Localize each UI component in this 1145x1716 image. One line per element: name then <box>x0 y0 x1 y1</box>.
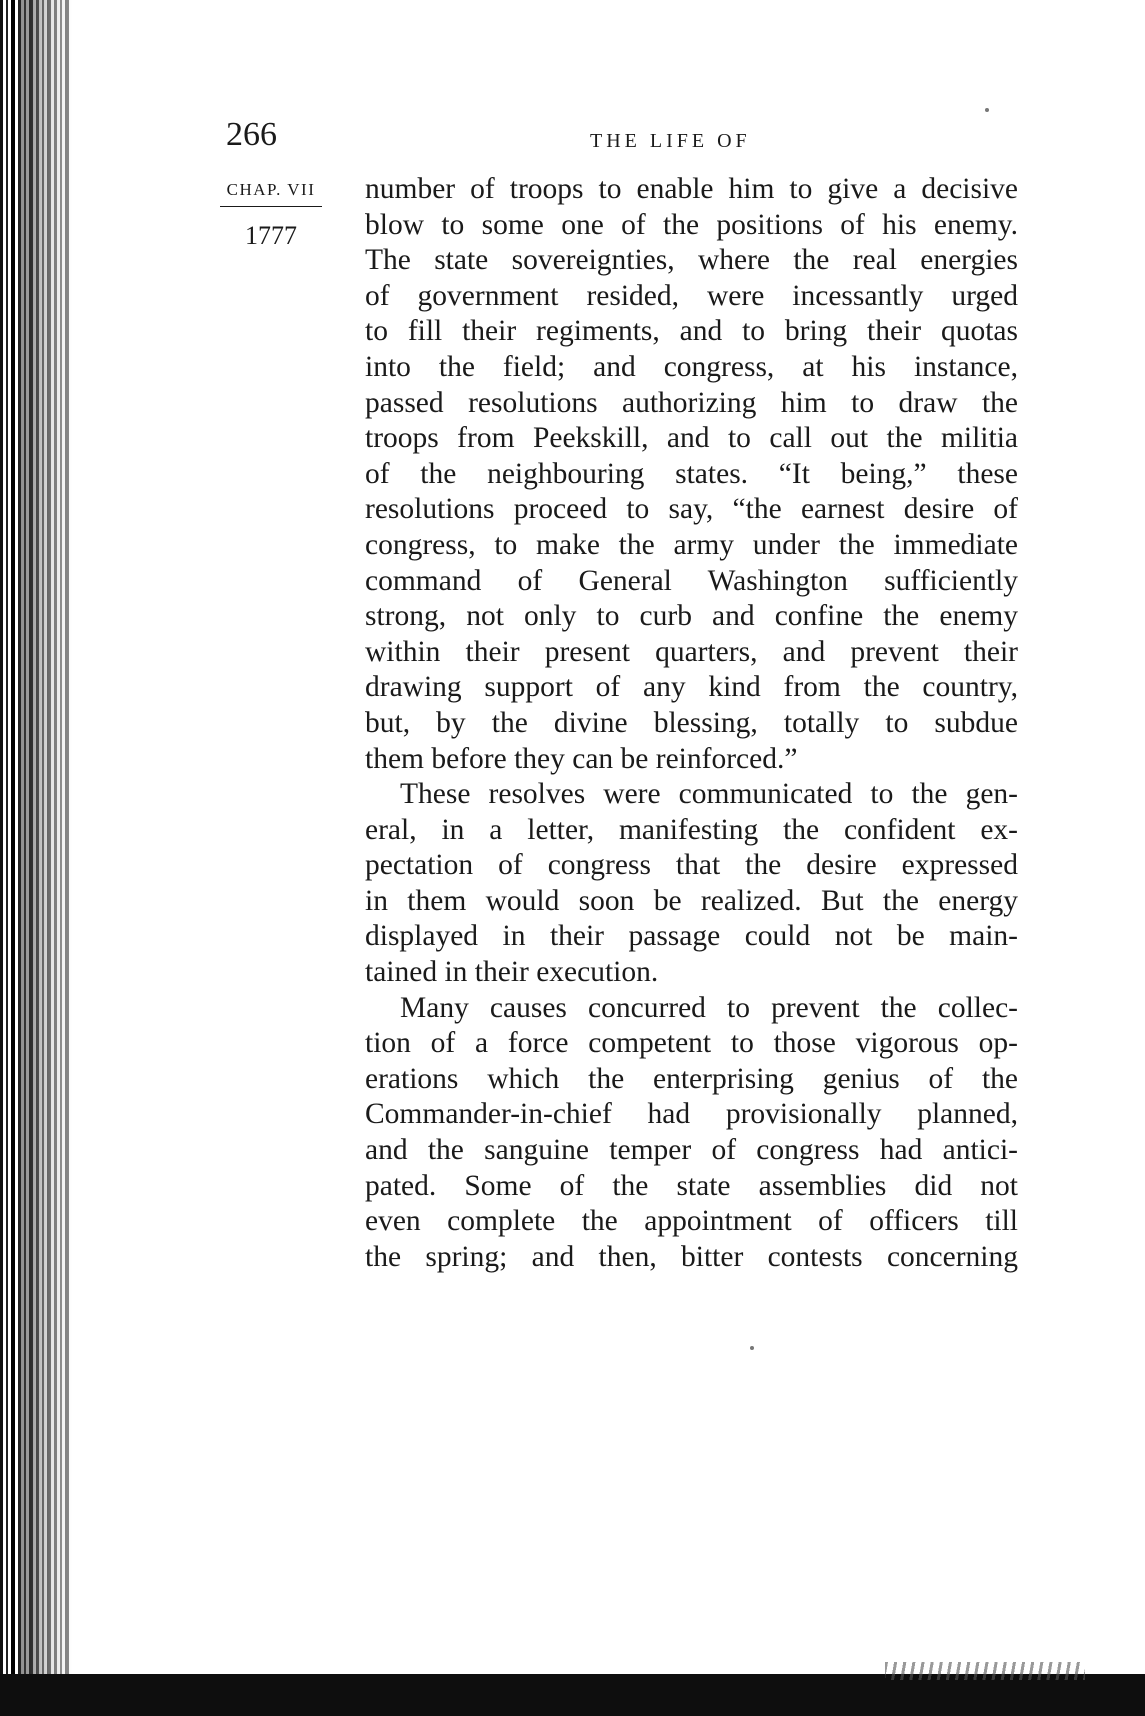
text-line: eral, in a letter, manifesting the confident ex- <box>365 813 1018 846</box>
binding-gutter <box>0 0 72 1716</box>
text-line: but, by the divine blessing, totally to subdue <box>365 706 1018 739</box>
text-line: within their present quarters, and prevent their <box>365 635 1018 668</box>
scan-speck <box>985 108 989 112</box>
text-line: troops from Peekskill, and to call out the militia <box>365 422 1018 455</box>
text-line: and the sanguine temper of congress had antici- <box>365 1134 1018 1167</box>
text-line: These resolves were communicated to the gen- <box>400 778 1018 811</box>
text-line: congress, to make the army under the immediate <box>365 528 1018 561</box>
text-line: even complete the appointment of officers till <box>365 1205 1018 1238</box>
text-line: displayed in their passage could not be main- <box>365 920 1018 953</box>
text-line: The state sovereignties, where the real energies <box>365 244 1018 277</box>
text-line: drawing support of any kind from the country, <box>365 671 1018 704</box>
text-line: command of General Washington sufficiently <box>365 564 1018 597</box>
scan-speck <box>750 1346 754 1350</box>
text-line: Commander-in-chief had provisionally planned, <box>365 1098 1018 1131</box>
text-line: resolutions proceed to say, “the earnest desire of <box>365 493 1018 526</box>
text-line: erations which the enterprising genius of the <box>365 1062 1018 1095</box>
text-line: of the neighbouring states. “It being,” these <box>365 457 1018 490</box>
text-line: pectation of congress that the desire expressed <box>365 849 1018 882</box>
text-line: passed resolutions authorizing him to draw the <box>365 386 1018 419</box>
margin-note <box>220 180 322 251</box>
text-line: tained in their execution. <box>365 956 659 989</box>
text-line: number of troops to enable him to give a decisive <box>365 173 1018 205</box>
text-line: of government resided, were incessantly urged <box>365 279 1018 312</box>
year-label: 1777 <box>245 221 297 250</box>
text-line: pated. Some of the state assemblies did not <box>365 1169 1018 1202</box>
chapter-label: CHAP. VII <box>220 180 322 207</box>
text-line: to fill their regiments, and to bring their quotas <box>365 315 1018 348</box>
text-line: strong, not only to curb and confine the enemy <box>365 600 1018 633</box>
text-line: the spring; and then, bitter contests concerning <box>365 1240 1018 1273</box>
text-line: in them would soon be realized. But the energy <box>365 884 1018 917</box>
text-line: into the field; and congress, at his instance, <box>365 350 1018 383</box>
scan-bottom-edge <box>0 1674 1145 1716</box>
text-line: blow to some one of the positions of his enemy. <box>365 208 1018 241</box>
running-head: THE LIFE OF <box>590 130 751 152</box>
page-number: 266 <box>226 116 277 153</box>
text-line: tion of a force competent to those vigorous op- <box>365 1027 1018 1060</box>
text-line: them before they can be reinforced.” <box>365 742 798 775</box>
text-line: Many causes concurred to prevent the collec- <box>400 991 1018 1024</box>
body-text <box>365 172 1018 1275</box>
